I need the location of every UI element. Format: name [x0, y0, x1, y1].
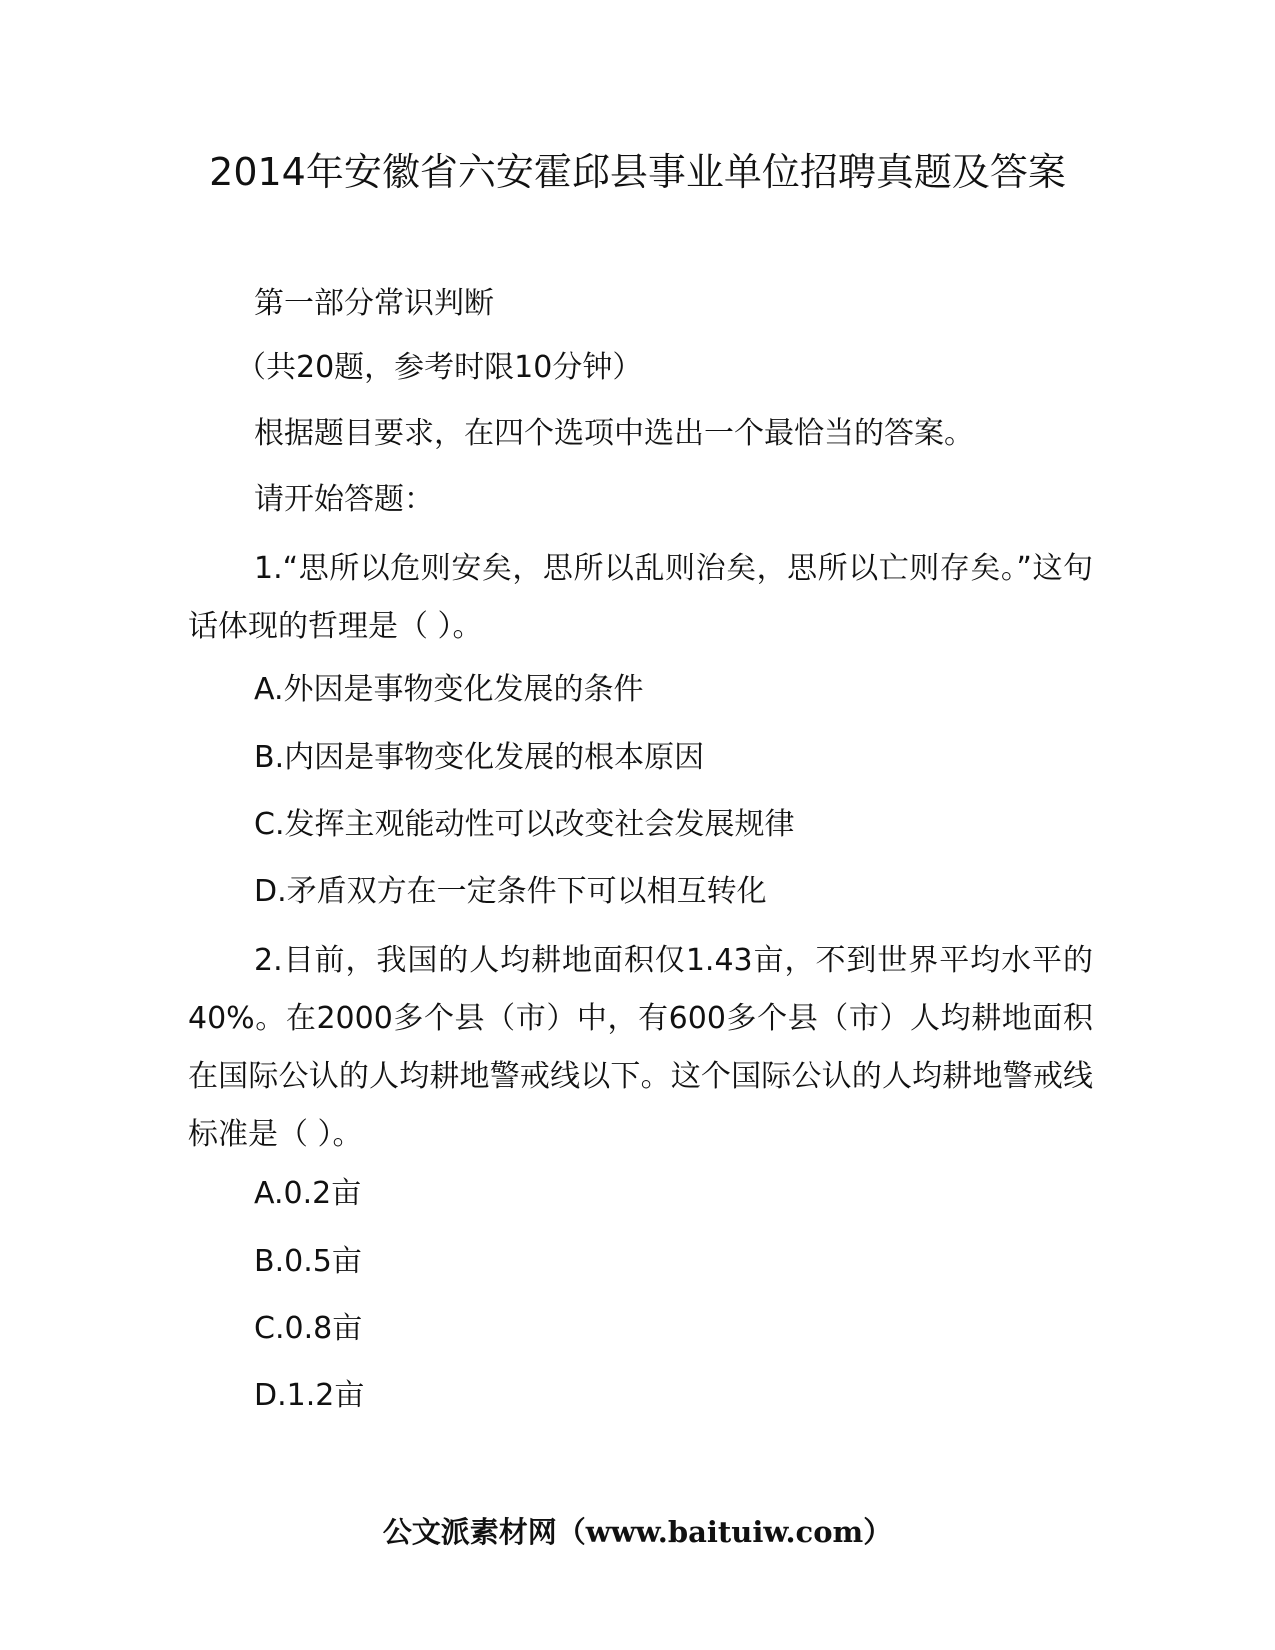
- question-1-option-b: B.内因是事物变化发展的根本原因: [254, 740, 705, 775]
- question-2-stem: 2.目前，我国的人均耕地面积仅1.43亩，不到世界平均水平的40%。在2000多个县（市）中，有600多个县（市）人均耕地面积在国际公认的人均耕地警戒线以下。这个国际公认的人均耕地警戒线标准是（ ）。: [188, 943, 1093, 1152]
- question-2-option-b: B.0.5亩: [254, 1244, 362, 1279]
- question-2-option-c: C.0.8亩: [254, 1311, 363, 1346]
- question-1-option-d: D.矛盾双方在一定条件下可以相互转化: [254, 874, 767, 909]
- question-2-option-a: A.0.2亩: [254, 1176, 362, 1211]
- question-1-stem: 1.“思所以危则安矣，思所以乱则治矣，思所以亡则存矣。”这句话体现的哲理是（ ）。: [188, 551, 1093, 644]
- question-1-option-a: A.外因是事物变化发展的条件: [254, 672, 644, 707]
- question-2-option-d: D.1.2亩: [254, 1378, 365, 1413]
- document-title: 2014年安徽省六安霍邱县事业单位招聘真题及答案: [209, 150, 1066, 194]
- instruction-text: 根据题目要求，在四个选项中选出一个最恰当的答案。: [254, 416, 974, 451]
- footer-source: 公文派素材网（www.baituiw.com）: [382, 1515, 893, 1549]
- question-1-option-c: C.发挥主观能动性可以改变社会发展规律: [254, 807, 795, 842]
- section-note: （共20题，参考时限10分钟）: [236, 350, 643, 385]
- section-heading: 第一部分常识判断: [254, 286, 494, 321]
- start-prompt: 请开始答题：: [254, 482, 434, 517]
